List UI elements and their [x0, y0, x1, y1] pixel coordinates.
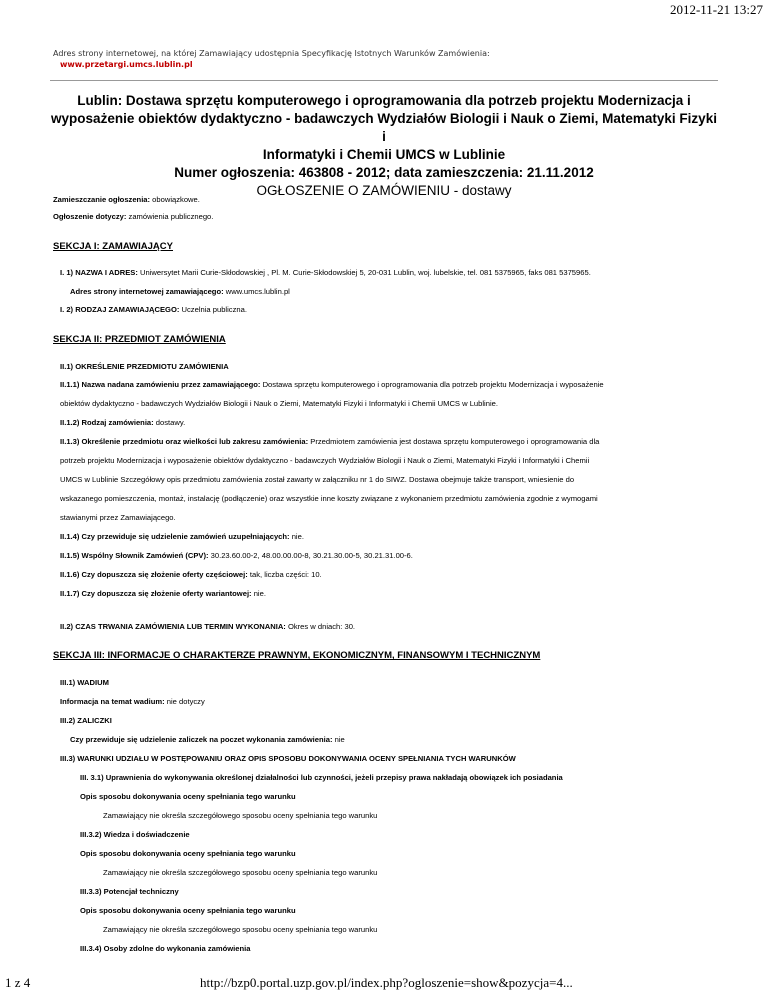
section-1-heading: SEKCJA I: ZAMAWIAJĄCY [53, 241, 173, 252]
authority-website: Adres strony internetowej zamawiającego: www.umcs.lublin.pl [70, 287, 290, 296]
title-line-1: Lublin: Dostawa sprzętu komputerowego i oprogramowania dla potrzeb projektu Modernizacja i [77, 93, 691, 108]
section-3-heading: SEKCJA III: INFORMACJE O CHARAKTERZE PRAWNYM, EKONOMICZNYM, FINANSOWYM I TECHNICZNYM [53, 650, 541, 661]
notice-title [50, 92, 718, 200]
notice-type: OGŁOSZENIE O ZAMÓWIENIU - dostawy [256, 183, 512, 198]
print-date: 2012-11-21 13:27 [669, 2, 763, 17]
variant-offers: II.1.7) Czy dopuszcza się złożenie oferty wariantowej: nie. [60, 589, 266, 598]
condition-3-4: III.3.4) Osoby zdolne do wykonania zamówienia [80, 944, 251, 953]
contract-name: II.1.1) Nazwa nadana zamówieniu przez zamawiającego: Dostawa sprzętu komputerowego i oprogramowania dla potrzeb projektu Modernizacja i wyposażenie [60, 380, 604, 389]
condition-3-1: III. 3.1) Uprawnienia do wykonywania określonej działalności lub czynności, jeżeli przepisy prawa nakładają obowiązek ich posiadania [80, 773, 563, 782]
header-divider [50, 80, 718, 81]
wadium-heading: III.1) WADIUM [60, 678, 109, 687]
assessment-label-2: Opis sposobu dokonywania oceny spełniania tego warunku [80, 849, 296, 858]
authority-type: I. 2) RODZAJ ZAMAWIAJĄCEGO: Uczelnia publiczna. [60, 305, 247, 314]
assessment-value-1: Zamawiający nie określa szczegółowego sposobu oceny spełniania tego warunku [103, 811, 378, 820]
subject-scope-cont-2: UMCS w Lublinie Szczegółowy opis przedmiotu zamówienia został zawarty w załączniku nr 1 do SIWZ. Dostawa obejmuje także transport, wniesienie do [60, 475, 575, 484]
condition-3-3: III.3.3) Potencjał techniczny [80, 887, 179, 896]
notice-number: Numer ogłoszenia: 463808 - 2012; data zamieszczenia: 21.11.2012 [174, 165, 594, 180]
title-line-3: Informatyki i Chemii UMCS w Lublinie [262, 147, 506, 162]
print-url: http://bzp0.portal.uzp.gov.pl/index.php?ogloszenie=show&pozycja=4... [200, 975, 573, 990]
subject-definition: II.1) OKREŚLENIE PRZEDMIOTU ZAMÓWIENIA [60, 362, 229, 371]
contract-duration: II.2) CZAS TRWANIA ZAMÓWIENIA LUB TERMIN WYKONANIA: Okres w dniach: 30. [60, 622, 356, 631]
subject-scope-cont-1: potrzeb projektu Modernizacja i wyposażenie obiektów dydaktyczno - badawczych Wydziałów Biologii i Nauk o Ziemi, Matematyki Fizyki i Informatyki i Chemii [60, 456, 590, 465]
subject-scope: II.1.3) Określenie przedmiotu oraz wielkości lub zakresu zamówienia: Przedmiotem zamówienia jest dostawa sprzętu komputerowego i oprogramowania dla [60, 437, 600, 446]
assessment-label-3: Opis sposobu dokonywania oceny spełniania tego warunku [80, 906, 296, 915]
partial-offers: II.1.6) Czy dopuszcza się złożenie oferty częściowej: tak, liczba części: 10. [60, 570, 322, 579]
title-line-2: wyposażenie obiektów dydaktyczno - badawczych Wydziałów Biologii i Nauk o Ziemi, Matematyki Fizyki i [51, 111, 717, 144]
subject-scope-cont-4: stawianymi przez Zamawiającego. [60, 513, 176, 522]
assessment-value-2: Zamawiający nie określa szczegółowego sposobu oceny spełniania tego warunku [103, 868, 378, 877]
section-2-heading: SEKCJA II: PRZEDMIOT ZAMÓWIENIA [53, 334, 226, 345]
contract-kind: II.1.2) Rodzaj zamówienia: dostawy. [60, 418, 186, 427]
wadium-info: Informacja na temat wadium: nie dotyczy [60, 697, 205, 706]
supplementary-orders: II.1.4) Czy przewiduje się udzielenie zamówień uzupełniających: nie. [60, 532, 304, 541]
notice-concerns: Ogłoszenie dotyczy: zamówienia publicznego. [53, 212, 214, 221]
contract-name-cont: obiektów dydaktyczno - badawczych Wydziałów Biologii i Nauk o Ziemi, Matematyki Fizyki i Informatyki i Chemii UMCS w Lublinie. [60, 399, 498, 408]
contracting-authority-address: I. 1) NAZWA I ADRES: Uniwersytet Marii Curie-Skłodowskiej , Pl. M. Curie-Skłodowskiej 5, 20-031 Lublin, woj. lubelskie, tel. 081 5375965, faks 081 5375965. [60, 268, 591, 277]
advances-heading: III.2) ZALICZKI [60, 716, 112, 725]
siwz-url-label: Adres strony internetowej, na której Zamawiający udostępnia Specyfikację Istotnych Warunków Zamówienia: [53, 49, 490, 58]
page-number: 1 z 4 [5, 975, 31, 990]
publication-mode: Zamieszczanie ogłoszenia: obowiązkowe. [53, 195, 200, 204]
condition-3-2: III.3.2) Wiedza i doświadczenie [80, 830, 190, 839]
assessment-value-3: Zamawiający nie określa szczegółowego sposobu oceny spełniania tego warunku [103, 925, 378, 934]
subject-scope-cont-3: wskazanego pomieszczenia, montaż, instalację (podłączenie) oraz wszystkie inne koszty związane z wykonaniem przedmiotu zamówienia zgodnie z wymogami [60, 494, 598, 503]
cpv-codes: II.1.5) Wspólny Słownik Zamówień (CPV): 30.23.60.00-2, 48.00.00.00-8, 30.21.30.00-5, 30.21.31.00-6. [60, 551, 413, 560]
conditions-heading: III.3) WARUNKI UDZIAŁU W POSTĘPOWANIU ORAZ OPIS SPOSOBU DOKONYWANIA OCENY SPEŁNIANIA TYCH WARUNKÓW [60, 754, 516, 763]
siwz-url-link[interactable]: www.przetargi.umcs.lublin.pl [60, 60, 193, 69]
assessment-label-1: Opis sposobu dokonywania oceny spełniania tego warunku [80, 792, 296, 801]
advances-info: Czy przewiduje się udzielenie zaliczek na poczet wykonania zamówienia: nie [70, 735, 345, 744]
